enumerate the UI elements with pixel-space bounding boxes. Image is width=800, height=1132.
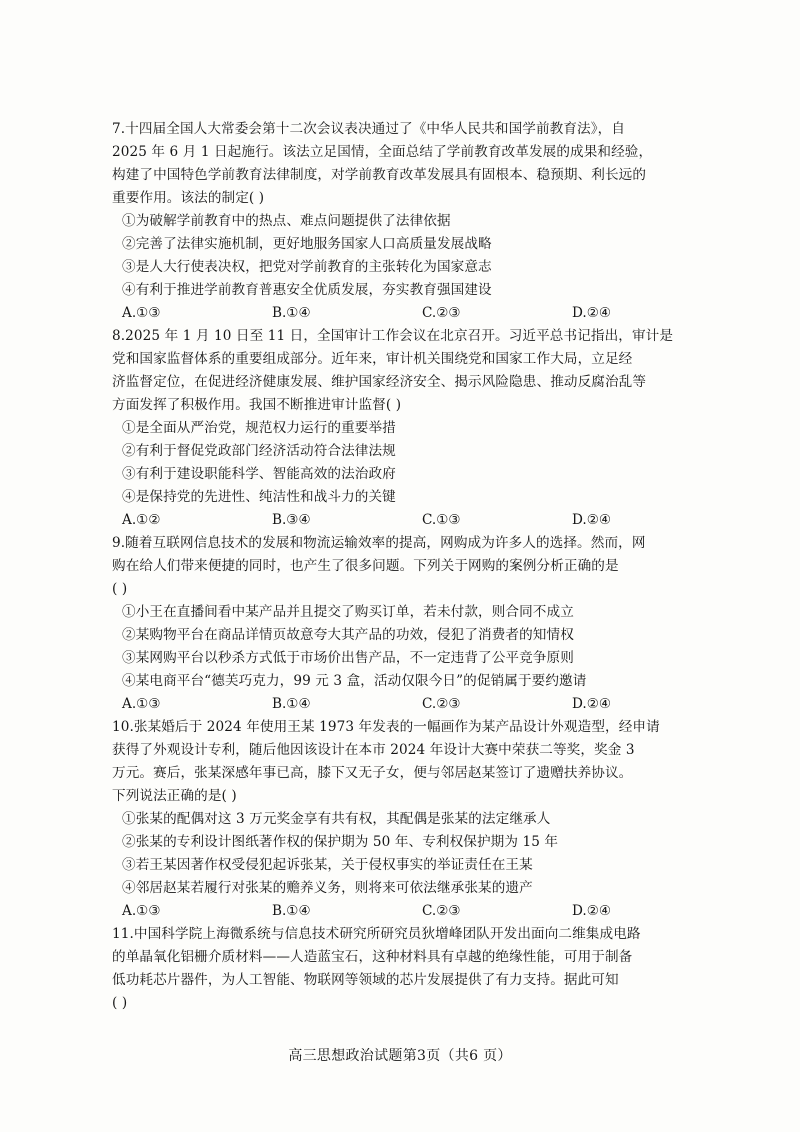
statement-option: ①是全面从严治党，规范权力运行的重要举措 [122,420,396,436]
choice-b: B.①④ [272,696,311,712]
question-stem-line: 购在给人们带来便捷的同时，也产生了很多问题。下列关于网购的案例分析正确的是 [112,558,619,574]
statement-option: ③某网购平台以秒杀方式低于市场价出售产品，不一定违背了公平竞争原则 [122,650,574,666]
choice-d: D.②④ [572,696,612,712]
choice-a: A.①③ [122,305,161,321]
statement-option: ③若王某因著作权受侵犯起诉张某，关于侵权事实的举证责任在王某 [122,857,533,873]
question-stem-line: 获得了外观设计专利，随后他因该设计在本市 2024 年设计大赛中荣获二等奖，奖金 3 [112,742,635,758]
choice-a: A.①② [122,512,161,528]
question-stem-line: 构建了中国特色学前教育法律制度，对学前教育改革发展具有固根本、稳预期、利长远的 [112,167,647,183]
question-stem-line: 8.2025 年 1 月 10 日至 11 日，全国审计工作会议在北京召开。习近平总书记指出，审计是 [112,328,674,344]
question-stem-line: 10.张某婚后于 2024 年使用王某 1973 年发表的一幅画作为某产品设计外观造型，经申请 [112,719,660,735]
question-9 [112,532,692,716]
page-footer: 高三思想政治试题第3页（共6 页） [288,1048,512,1064]
question-stem-line: 重要作用。该法的制定( ) [112,190,265,206]
question-stem-line: 方面发挥了积极作用。我国不断推进审计监督( ) [112,397,402,413]
statement-option: ④邻居赵某若履行对张某的赡养义务，则将来可依法继承张某的遗产 [122,880,533,896]
answer-choices [112,693,692,716]
question-stem-line: 下列说法正确的是( ) [112,788,237,804]
question-stem-line: 2025 年 6 月 1 日起施行。该法立足国情，全面总结了学前教育改革发展的成果和经验， [112,144,653,160]
choice-b: B.①④ [272,903,311,919]
question-8 [112,325,692,532]
question-stem-line: 济监督定位，在促进经济健康发展、维护国家经济安全、揭示风险隐患、推动反腐治乱等 [112,374,647,390]
question-stem-line: ( ) [112,995,128,1011]
choice-a: A.①③ [122,903,161,919]
answer-choices [112,302,692,325]
statement-option: ③有利于建设职能科学、智能高效的法治政府 [122,466,396,482]
statement-option: ④某电商平台“德芙巧克力，99 元 3 盒，活动仅限今日”的促销属于要约邀请 [122,673,587,689]
answer-choices [112,509,692,532]
statement-option: ③是人大行使表决权，把党对学前教育的主张转化为国家意志 [122,259,492,275]
answer-choices [112,900,692,923]
question-stem-line: ( ) [112,581,128,597]
choice-d: D.②④ [572,903,612,919]
question-stem-line: 11.中国科学院上海微系统与信息技术研究所研究员狄增峰团队开发出面向二维集成电路 [112,926,641,942]
statement-option: ②完善了法律实施机制，更好地服务国家人口高质量发展战略 [122,236,492,252]
statement-option: ②某购物平台在商品详情页故意夸大其产品的功效，侵犯了消费者的知情权 [122,627,574,643]
question-list [112,118,692,1015]
question-stem-line: 9.随着互联网信息技术的发展和物流运输效率的提高，网购成为许多人的选择。然而，网 [112,535,646,551]
question-stem-line: 党和国家监督体系的重要组成部分。近年来，审计机关围绕党和国家工作大局，立足经 [112,351,633,367]
choice-c: C.①③ [422,512,461,528]
statement-option: ④有利于推进学前教育普惠安全优质发展，夯实教育强国建设 [122,282,492,298]
question-7 [112,118,692,325]
question-stem-line: 的单晶氧化铝栅介质材料——人造蓝宝石，这种材料具有卓越的绝缘性能，可用于制备 [112,949,633,965]
statement-option: ④是保持党的先进性、纯洁性和战斗力的关键 [122,489,396,505]
question-10 [112,716,692,923]
question-11 [112,923,692,1015]
question-stem-line: 万元。赛后，张某深感年事已高，膝下又无子女，便与邻居赵某签订了遗赠扶养协议。 [112,765,633,781]
statement-option: ①为破解学前教育中的热点、难点问题提供了法律依据 [122,213,451,229]
choice-b: B.①④ [272,305,311,321]
choice-d: D.②④ [572,305,612,321]
choice-c: C.②③ [422,696,461,712]
statement-option: ①张某的配偶对这 3 万元奖金享有共有权，其配偶是张某的法定继承人 [122,811,551,827]
choice-a: A.①③ [122,696,161,712]
question-stem-line: 7.十四届全国人大常委会第十二次会议表决通过了《中华人民共和国学前教育法》，自 [112,121,626,137]
question-stem-line: 低功耗芯片器件，为人工智能、物联网等领域的芯片发展提供了有力支持。据此可知 [112,972,619,988]
statement-option: ①小王在直播间看中某产品并且提交了购买订单，若未付款，则合同不成立 [122,604,574,620]
choice-c: C.②③ [422,903,461,919]
statement-option: ②有利于督促党政部门经济活动符合法律法规 [122,443,396,459]
choice-c: C.②③ [422,305,461,321]
statement-option: ②张某的专利设计图纸著作权的保护期为 50 年、专利权保护期为 15 年 [122,834,559,850]
choice-b: B.③④ [272,512,311,528]
choice-d: D.②④ [572,512,612,528]
